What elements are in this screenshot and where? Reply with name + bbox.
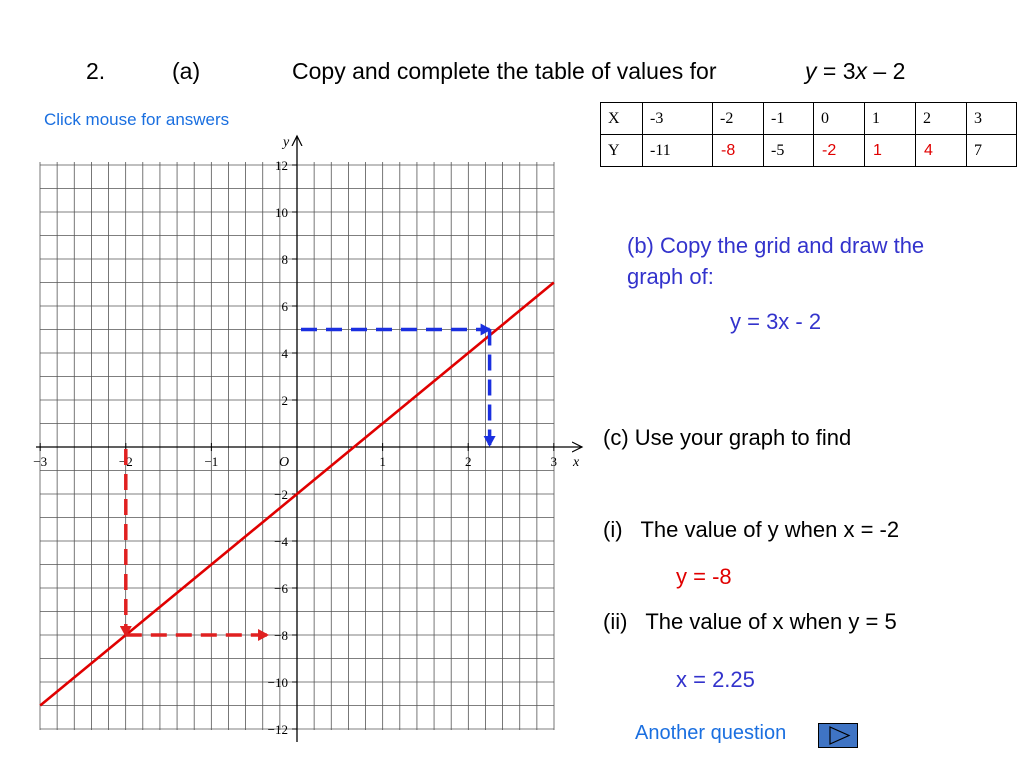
table-cell: 7: [967, 135, 1017, 167]
axis-labels: [33, 135, 580, 737]
y-tick-label: 2: [281, 393, 288, 408]
origin-label: O: [279, 455, 290, 470]
y-tick-label: 4: [281, 346, 288, 361]
table-cell: 3: [967, 103, 1017, 135]
y-tick-label: −6: [274, 581, 288, 596]
y-tick-label: −8: [274, 628, 288, 643]
part-b-equation: y = 3x - 2: [730, 309, 822, 334]
y-tick-label: 8: [281, 252, 288, 267]
x-tick-label: 3: [550, 454, 558, 469]
table-answer-cell: -2: [814, 135, 865, 167]
x-tick-label: 2: [464, 454, 472, 469]
table-row-header: X: [601, 103, 643, 135]
part-c-instruction: (c) Use your graph to find: [603, 425, 852, 450]
table-cell: -11: [643, 135, 713, 167]
another-question-link[interactable]: Another question: [635, 722, 787, 744]
table-answer-cell: 1: [865, 135, 916, 167]
y-tick-label: 12: [275, 158, 288, 173]
x-tick-label: −1: [204, 454, 219, 469]
y-tick-label: 10: [275, 205, 288, 220]
y-tick-label: 6: [281, 299, 288, 314]
table-row-header: Y: [601, 135, 643, 167]
question-number: 2.: [86, 58, 106, 84]
x-axis-label: x: [573, 455, 580, 470]
table-cell: -5: [764, 135, 814, 167]
part-c-i-question: (i) The value of y when x = -2: [603, 517, 900, 542]
eq-x: x: [855, 58, 868, 84]
part-a-label: (a): [172, 58, 201, 84]
y-tick-label: −4: [274, 534, 288, 549]
table-cell: 0: [814, 103, 865, 135]
y-tick-label: −12: [267, 722, 288, 737]
table-answer-cell: 4: [916, 135, 967, 167]
part-c-ii-question: (ii) The value of x when y = 5: [603, 609, 897, 634]
y-tick-label: −10: [267, 675, 288, 690]
table-answer-cell: -8: [713, 135, 764, 167]
eq-rest: – 2: [867, 58, 906, 84]
table-cell: 2: [916, 103, 967, 135]
part-b-instruction: (b) Copy the grid and draw the graph of:: [627, 233, 925, 289]
y-axis-label: y: [283, 135, 290, 150]
axes: [36, 136, 582, 742]
table-cell: -1: [764, 103, 814, 135]
part-a-instruction: Copy and complete the table of values for: [292, 58, 717, 84]
x-tick-label: −3: [33, 454, 48, 469]
eq-y: y: [805, 58, 817, 84]
table-cell: 1: [865, 103, 916, 135]
y-tick-label: −2: [274, 487, 288, 502]
x-tick-label: −2: [118, 454, 133, 469]
table-cell: -2: [713, 103, 764, 135]
click-for-answers-link[interactable]: Click mouse for answers: [44, 110, 230, 129]
part-c-ii-answer: x = 2.25: [676, 667, 755, 692]
table-cell: -3: [643, 103, 713, 135]
eq-middle: = 3: [816, 58, 856, 84]
part-c-i-answer: y = -8: [676, 564, 732, 589]
x-tick-label: 1: [379, 454, 386, 469]
